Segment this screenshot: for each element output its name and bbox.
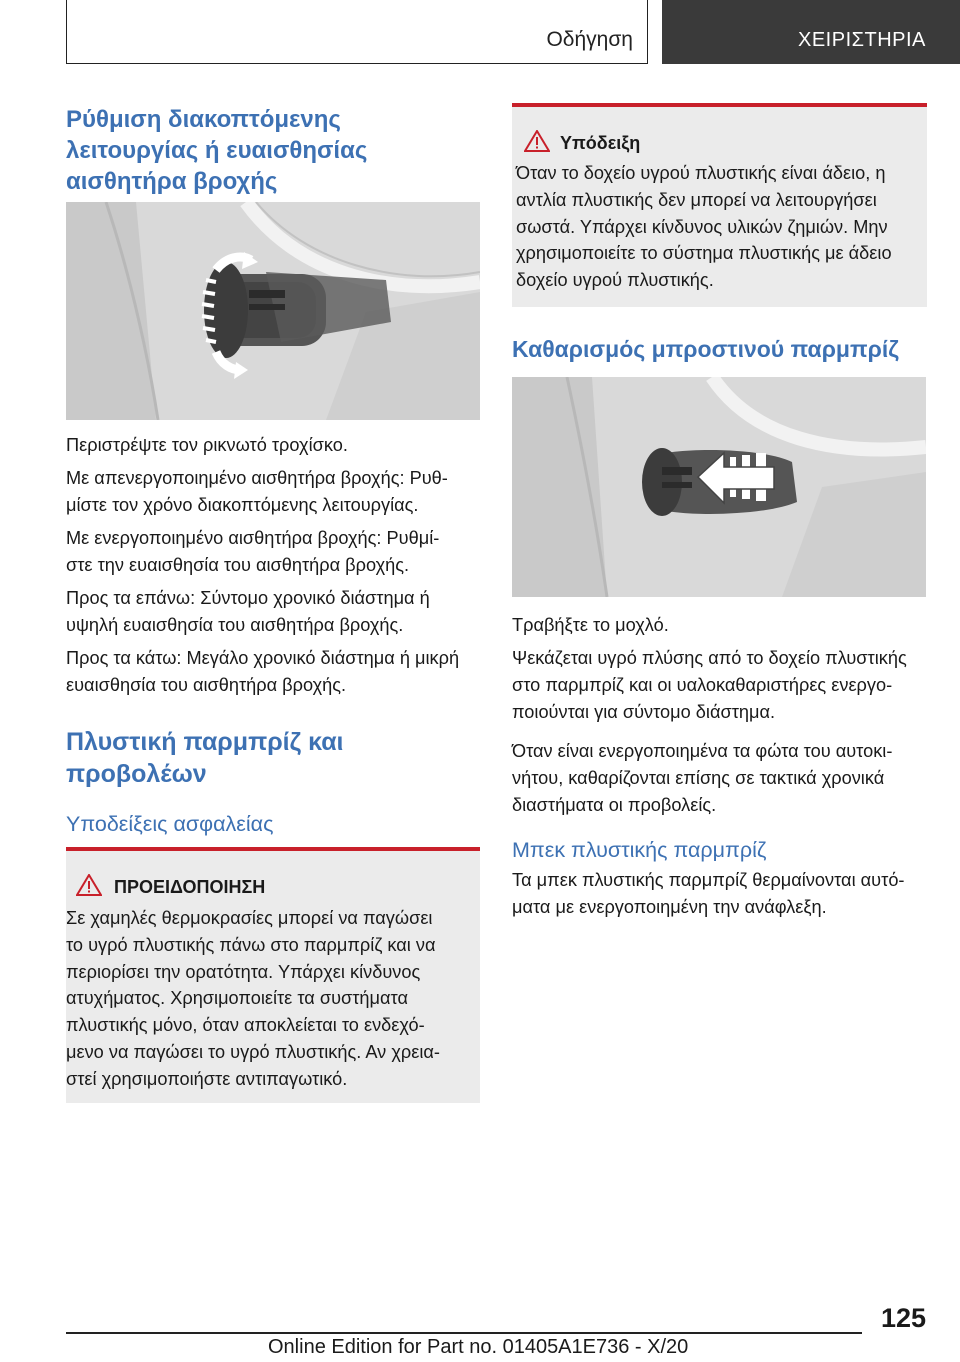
paragraph: Με ενεργοποιημένο αισθητήρα βροχής: Ρυθμί- στε την ευαισθησία του αισθητήρα βροχής. (66, 528, 440, 575)
paragraph: Περιστρέψτε τον ρικνωτό τροχίσκο. (66, 435, 348, 455)
notice-box (512, 103, 927, 307)
notice-bar (512, 103, 927, 107)
heading-line: λειτουργίας ή ευαισθησίας (66, 137, 368, 164)
left-subheading: Υποδείξεις ασφαλείας (66, 812, 274, 836)
header-chapter-tab (662, 0, 960, 64)
right-heading-1: Καθαρισμός μπροστινού παρμπρίζ (512, 336, 899, 362)
paragraph: Όταν είναι ενεργοποιημένα τα φώτα του αυτοκι- νήτου, καθαρίζονται επίσης σε τακτικά χρονικά διαστήματα οι προβολείς. (512, 741, 893, 815)
right-body-2: Τα μπεκ πλυστικής παρμπρίζ θερμαίνονται αυτό- ματα με ενεργοποιημένη την ανάφλεξη. (512, 870, 905, 917)
paragraph: Με απενεργοποιημένο αισθητήρα βροχής: Ρυθ- μίστε τον χρόνο διακοπτόμενης λειτουργίας. (66, 468, 448, 515)
right-body-1 (512, 612, 927, 819)
paragraph: Ψεκάζεται υγρό πλύσης από το δοχείο πλυστικής στο παρμπρίζ και οι υαλοκαθαριστήρες ενεργο- ποιούνται για σύντομο διάστημα. (512, 648, 907, 722)
warning-title: ΠΡΟΕΙΔΟΠΟΙΗΣΗ (114, 877, 266, 897)
warning-icon (524, 130, 550, 152)
footer-divider (66, 1332, 862, 1334)
rotary-wheel-image (66, 202, 480, 420)
warning-box (66, 847, 480, 1103)
warning-bar (66, 847, 480, 851)
warning-text: Σε χαμηλές θερμοκρασίες μπορεί να παγώσει το υγρό πλυστικής πάνω στο παρμπρίζ και να περιορίσει την ορατότητα. Υπάρχει κίνδυνος ατυχήματος. Χρησιμοποιείτε τα συστήματα πλυστικής μόνο, όταν αποκλείεται το ενδεχό- μενο να παγώσει το υγρό πλυστικής. Αν χρεια- στεί χρησιμοποιήστε αντιπαγωτικό. (66, 908, 440, 1089)
notice-title: Υπόδειξη (560, 133, 641, 153)
header-chapter-label: ΧΕΙΡΙΣΤΗΡΙΑ (798, 29, 926, 51)
paragraph: Τραβήξτε το μοχλό. (512, 615, 669, 635)
paragraph: Προς τα κάτω: Μεγάλο χρονικό διάστημα ή μικρή ευαισθησία του αισθητήρα βροχής. (66, 648, 460, 695)
heading-line: αισθητήρα βροχής (66, 168, 278, 195)
left-heading-1 (66, 104, 486, 197)
paragraph: Προς τα επάνω: Σύντομο χρονικό διάστημα ή υψηλή ευαισθησία του αισθητήρα βροχής. (66, 588, 430, 635)
left-body-1 (66, 432, 480, 705)
wiper-stalk-illustration (512, 377, 926, 597)
page-number: 125 (880, 1303, 926, 1333)
rotary-wheel-illustration (66, 202, 480, 420)
wiper-stalk-image (512, 377, 926, 597)
right-heading-2: Μπεκ πλυστικής παρμπρίζ (512, 838, 767, 862)
heading-line: Ρύθμιση διακοπτόμενης (66, 106, 341, 133)
warning-icon (76, 874, 102, 896)
notice-text: Όταν το δοχείο υγρού πλυστικής είναι άδειο, η αντλία πλυστικής δεν μπορεί να λειτουργήσει σωστά. Υπάρχει κίνδυνος υλικών ζημιών. Μην χρησιμοποιείτε το σύστημα πλυστικής με άδειο δοχείο υγρού πλυστικής. (516, 163, 892, 291)
footer-edition: Online Edition for Part no. 01405A1E736 - X/20 (268, 1336, 689, 1358)
left-heading-2: Πλυστική παρμπρίζ και προβολέων (66, 728, 344, 788)
header-section-box (66, 0, 648, 64)
header-section-label: Οδήγηση (546, 28, 633, 51)
